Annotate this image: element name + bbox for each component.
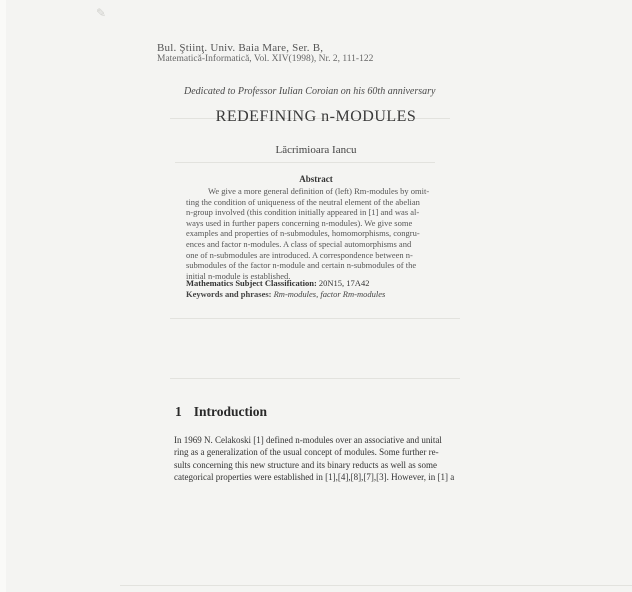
msc-classification xyxy=(186,278,369,288)
keywords xyxy=(186,289,385,299)
keywords-value: Rm-modules, factor Rm-modules xyxy=(273,289,386,299)
abstract-line: n-group involved (this condition initially appeared in [1] and was al- xyxy=(186,207,420,218)
abstract-line: ways used in further papers concerning n-modules). We give some xyxy=(186,217,413,228)
intro-line: ring as a generalization of the usual concept of modules. Some further re- xyxy=(174,447,439,458)
section-number: 1 xyxy=(175,404,182,419)
bleed-through-line xyxy=(170,378,460,379)
msc-label: Mathematics Subject Classification: xyxy=(186,278,317,288)
bleed-through-line xyxy=(175,162,435,163)
journal-header: Bul. Ştiinţ. Univ. Baia Mare, Ser. B, xyxy=(157,42,324,54)
abstract-line: We give a more general definition of (left) Rm-modules by omit- xyxy=(208,186,430,196)
abstract-heading: Abstract xyxy=(299,174,333,184)
abstract-line: initial n-module is established. xyxy=(186,270,291,281)
keywords-label: Keywords and phrases: xyxy=(186,289,272,299)
paper-title: REDEFINING n-MODULES xyxy=(215,108,417,125)
bleed-through-line xyxy=(170,318,460,319)
abstract-line: ences and factor n-modules. A class of special automorphisms and xyxy=(186,238,412,249)
abstract-line: examples and properties of n-submodules, homomorphisms, congru- xyxy=(186,228,420,239)
abstract-line: one of n-submodules are introduced. A correspondence between n- xyxy=(186,249,413,260)
volume-header: Matematică-Informatică, Vol. XIV(1998), Nr. 2, 111-122 xyxy=(157,54,374,64)
page-edge xyxy=(0,0,6,592)
dedication: Dedicated to Professor Iulian Coroian on his 60th anniversary xyxy=(184,86,436,97)
abstract-line: ting the condition of uniqueness of the neutral element of the abelian xyxy=(186,196,420,207)
section-heading xyxy=(175,404,267,420)
intro-line: sults concerning this new structure and its binary reducts as well as some xyxy=(174,459,437,470)
scan-artifact-mark: ✎ xyxy=(96,6,107,20)
bleed-through-line xyxy=(120,585,632,586)
intro-line: categorical properties were established in [1],[4],[8],[7],[3]. However, in [1] a xyxy=(174,472,455,483)
msc-value: 20N15, 17A42 xyxy=(318,278,370,288)
intro-line: In 1969 N. Celakoski [1] defined n-modules over an associative and unital xyxy=(174,435,442,445)
author-name: Lăcrimioara Iancu xyxy=(275,144,357,156)
section-title: Introduction xyxy=(193,404,268,419)
introduction-body xyxy=(174,434,474,484)
abstract-body xyxy=(186,186,444,281)
abstract-line: submodules of the factor n-module and certain n-submodules of the xyxy=(186,260,417,271)
